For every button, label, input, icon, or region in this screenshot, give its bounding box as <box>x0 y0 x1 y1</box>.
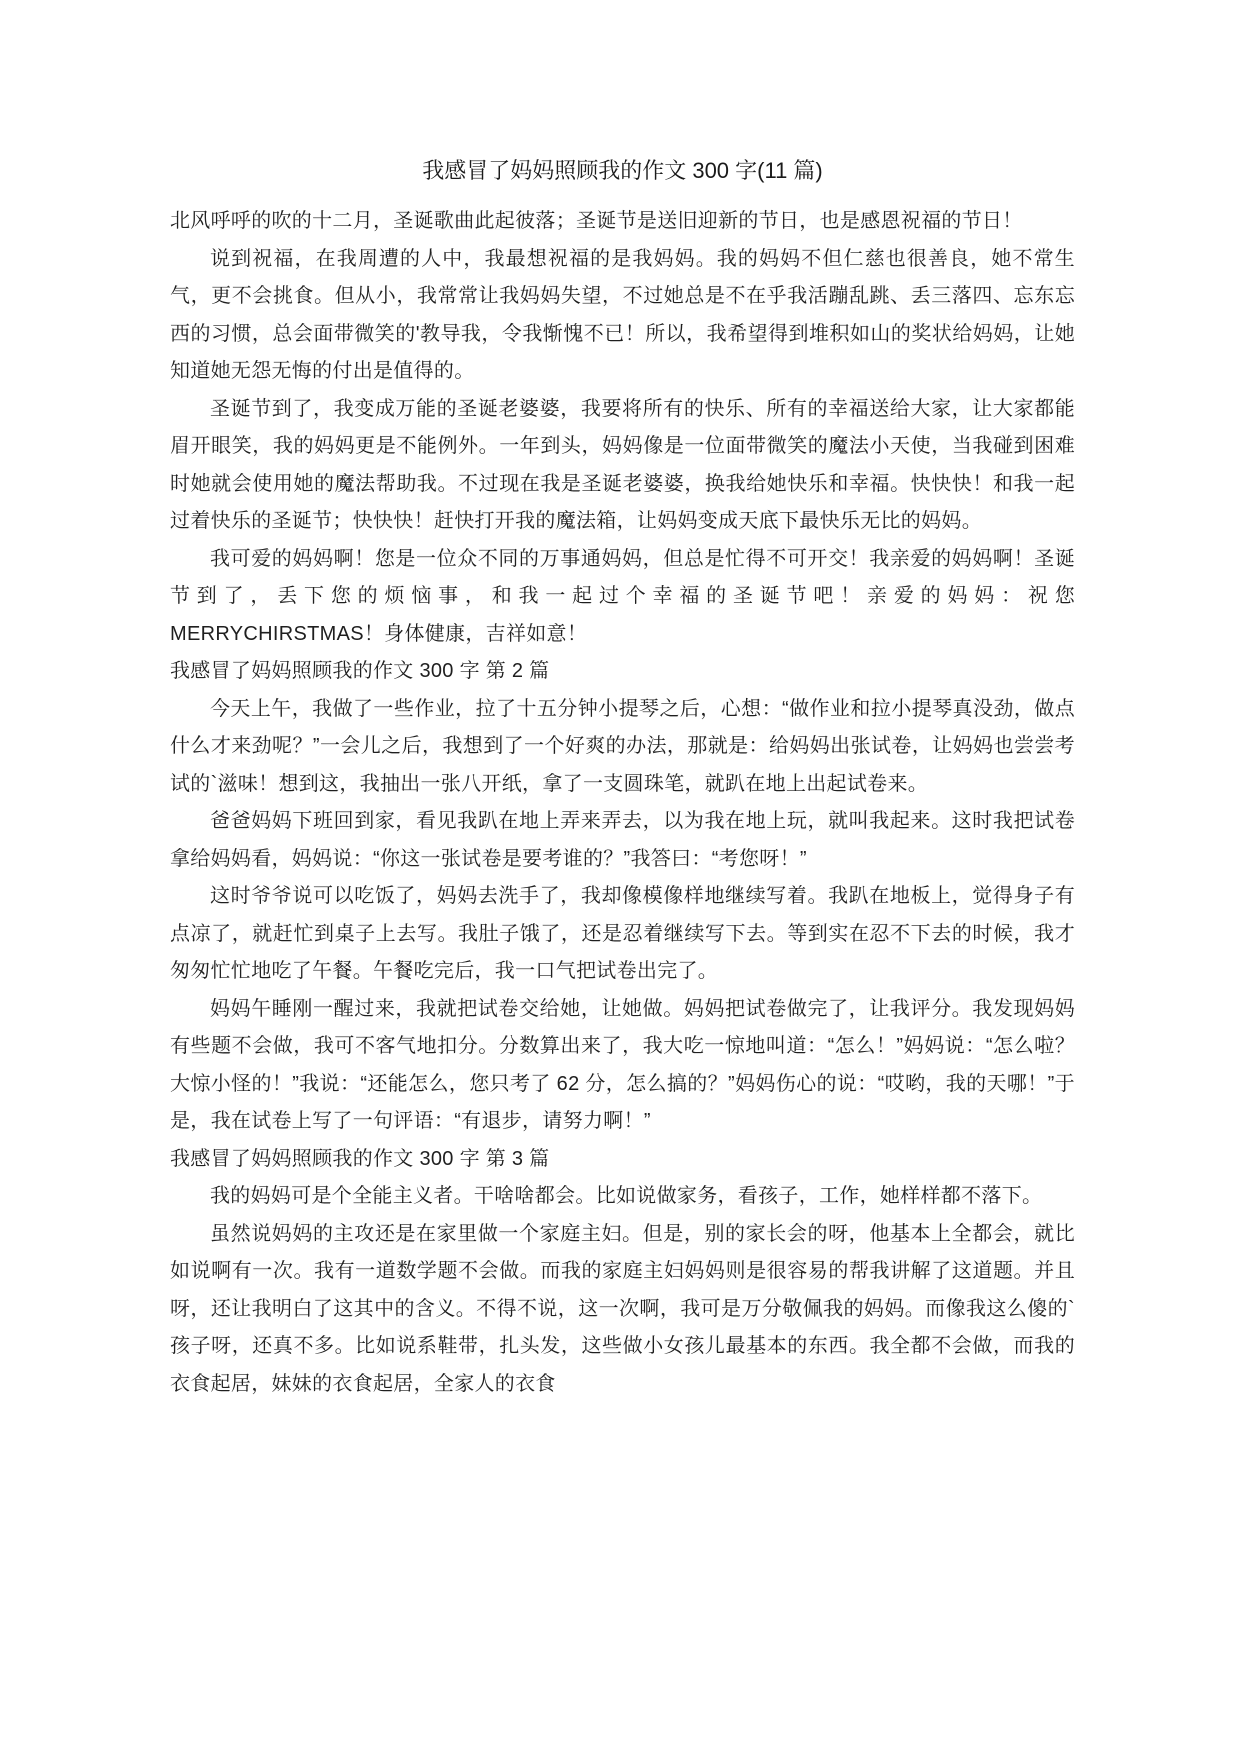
paragraph: 这时爷爷说可以吃饭了，妈妈去洗手了，我却像模像样地继续写着。我趴在地板上，觉得身子有点凉了，就赶忙到桌子上去写。我肚子饿了，还是忍着继续写下去。等到实在忍不下去的时候，我才匆匆忙忙地吃了午餐。午餐吃完后，我一口气把试卷出完了。 <box>170 885 1075 982</box>
paragraph: 爸爸妈妈下班回到家，看见我趴在地上弄来弄去，以为我在地上玩，就叫我起来。这时我把试卷拿给妈妈看，妈妈说：“你这一张试卷是要考谁的？”我答曰：“考您呀！” <box>170 810 1075 870</box>
paragraph: 我可爱的妈妈啊！您是一位众不同的万事通妈妈，但总是忙得不可开交！我亲爱的妈妈啊！圣诞节到了，丢下您的烦恼事，和我一起过个幸福的圣诞节吧！亲爱的妈妈：祝您 MERRYCHIRSTMAS！身体健康，吉祥如意！ <box>170 547 1075 645</box>
section-heading-2: 我感冒了妈妈照顾我的作文 300 字 第 2 篇 <box>170 660 550 682</box>
section-heading-3: 我感冒了妈妈照顾我的作文 300 字 第 3 篇 <box>170 1147 550 1170</box>
document-content <box>170 152 1075 1403</box>
paragraph: 说到祝福，在我周遭的人中，我最想祝福的是我妈妈。我的妈妈不但仁慈也很善良，她不常生气，更不会挑食。但从小，我常常让我妈妈失望，不过她总是不在乎我活蹦乱跳、丢三落四、忘东忘西的习惯，总会面带微笑的'教导我，令我惭愧不已！所以，我希望得到堆积如山的奖状给妈妈，让她知道她无怨无悔的付出是值得的。 <box>170 247 1075 382</box>
paragraph: 虽然说妈妈的主攻还是在家里做一个家庭主妇。但是，别的家长会的呀，他基本上全都会，就比如说啊有一次。我有一道数学题不会做。而我的家庭主妇妈妈则是很容易的帮我讲解了这道题。并且呀，还让我明白了这其中的含义。不得不说，这一次啊，我可是万分敬佩我的妈妈。而像我这么傻的`孩子呀，还真不多。比如说系鞋带，扎头发，这些做小女孩儿最基本的东西。我全都不会做，而我的衣食起居，妹妹的衣食起居，全家人的衣食 <box>170 1222 1075 1395</box>
paragraph: 妈妈午睡刚一醒过来，我就把试卷交给她，让她做。妈妈把试卷做完了，让我评分。我发现妈妈有些题不会做，我可不客气地扣分。分数算出来了，我大吃一惊地叫道：“怎么！”妈妈说：“怎么啦？大惊小怪的！”我说：“还能怎么，您只考了 62 分，怎么搞的？”妈妈伤心的说：“哎哟，我的天哪！”于是，我在试卷上写了一句评语：“有退步，请努力啊！” <box>170 997 1075 1132</box>
paragraph: 北风呼呼的吹的十二月，圣诞歌曲此起彼落；圣诞节是送旧迎新的节日，也是感恩祝福的节日！ <box>170 210 1023 232</box>
document-title: 我感冒了妈妈照顾我的作文 300 字(11 篇) <box>422 158 823 183</box>
paragraph: 今天上午，我做了一些作业，拉了十五分钟小提琴之后，心想：“做作业和拉小提琴真没劲，做点什么才来劲呢？”一会儿之后，我想到了一个好爽的办法，那就是：给妈妈出张试卷，让妈妈也尝尝考试的`滋味！想到这，我抽出一张八开纸，拿了一支圆珠笔，就趴在地上出起试卷来。 <box>170 697 1075 795</box>
paragraph: 圣诞节到了，我变成万能的圣诞老婆婆，我要将所有的快乐、所有的幸福送给大家，让大家都能眉开眼笑，我的妈妈更是不能例外。一年到头，妈妈像是一位面带微笑的魔法小天使，当我碰到困难时她就会使用她的魔法帮助我。不过现在我是圣诞老婆婆，换我给她快乐和幸福。快快快！和我一起过着快乐的圣诞节；快快快！赶快打开我的魔法箱，让妈妈变成天底下最快乐无比的妈妈。 <box>170 397 1075 532</box>
paragraph: 我的妈妈可是个全能主义者。干啥啥都会。比如说做家务，看孩子，工作，她样样都不落下。 <box>210 1185 1043 1207</box>
